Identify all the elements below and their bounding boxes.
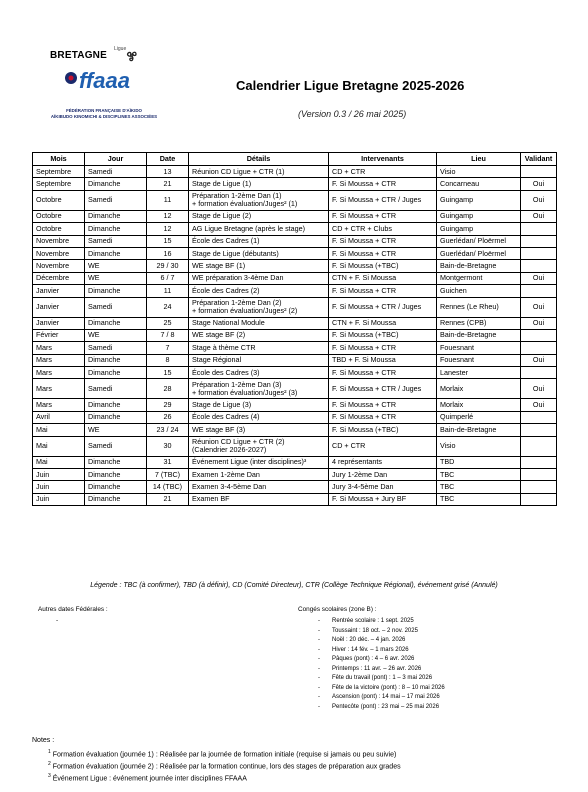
cell-date: 14 (TBC) [147, 481, 189, 493]
cell-lieu: TBC [437, 469, 521, 481]
table-row [33, 235, 557, 247]
cell-mois: Janvier [33, 317, 85, 329]
table-row [33, 247, 557, 259]
cell-details-line: + formation évaluation/Juges² (3) [192, 387, 298, 397]
cell-date: 15 [147, 235, 189, 247]
cell-validant: Oui [521, 399, 557, 411]
version-text: (Version 0.3 / 26 mai 2025) [298, 109, 407, 119]
cell-date: 11 [147, 285, 189, 297]
cell-jour: Dimanche [85, 456, 147, 468]
cell-date: 30 [147, 436, 189, 456]
cell-mois: Novembre [33, 235, 85, 247]
footnote-number: 3 [48, 773, 51, 779]
cell-validant [521, 247, 557, 259]
cell-lieu: Fouesnant [437, 354, 521, 366]
cell-details-line: Préparation 1-2ème Dan (2) [192, 297, 282, 307]
cell-lieu: Morlaix [437, 399, 521, 411]
cell-details: École des Cadres (3) [189, 367, 329, 379]
cell-jour: Dimanche [85, 399, 147, 411]
cell-details: WE préparation 3-4ème Dan [189, 272, 329, 284]
cell-intervenants: F. Si Moussa + CTR [329, 285, 437, 297]
cell-mois: Novembre [33, 260, 85, 272]
cell-lieu: Montgermont [437, 272, 521, 284]
cell-intervenants: F. Si Moussa + CTR / Juges [329, 297, 437, 317]
cell-jour: WE [85, 260, 147, 272]
cell-lieu: TBC [437, 493, 521, 505]
table-row [33, 210, 557, 222]
cell-validant [521, 469, 557, 481]
cell-jour: Dimanche [85, 285, 147, 297]
list-item: - Pâques (pont) : 4 – 6 avr. 2026 [318, 655, 445, 665]
column-header: Intervenants [329, 153, 437, 166]
cell-date: 24 [147, 297, 189, 317]
table-row [33, 329, 557, 341]
cell-details-line: + formation évaluation/Juges² (2) [192, 306, 298, 316]
cell-details: WE stage BF (1) [189, 260, 329, 272]
page-title: Calendrier Ligue Bretagne 2025-2026 [236, 78, 465, 93]
cell-validant [521, 367, 557, 379]
cell-details [189, 379, 329, 399]
cell-lieu: TBC [437, 481, 521, 493]
cell-lieu: Guingamp [437, 223, 521, 235]
logo-ligue-text: Ligue [114, 46, 127, 52]
cell-mois: Octobre [33, 190, 85, 210]
cell-date: 6 / 7 [147, 272, 189, 284]
cell-mois: Janvier [33, 297, 85, 317]
cell-intervenants: F. Si Moussa + CTR [329, 210, 437, 222]
cell-details: Examen BF [189, 493, 329, 505]
cell-intervenants: F. Si Moussa (+TBC) [329, 424, 437, 436]
footnote [48, 761, 401, 770]
cell-date: 12 [147, 223, 189, 235]
cell-lieu: Quimperlé [437, 411, 521, 423]
cell-details: École des Cadres (1) [189, 235, 329, 247]
table-row [33, 272, 557, 284]
cell-mois: Mars [33, 354, 85, 366]
table-header-row [33, 153, 557, 166]
cell-validant [521, 424, 557, 436]
cell-mois: Avril [33, 411, 85, 423]
table-row [33, 436, 557, 456]
table-row [33, 166, 557, 178]
cell-mois: Mars [33, 342, 85, 354]
table-row [33, 260, 557, 272]
cell-date: 8 [147, 354, 189, 366]
list-item: - Rentrée scolaire : 1 sept. 2025 [318, 617, 445, 627]
list-item: - Fête de la victoire (pont) : 8 – 10 mai 2026 [318, 684, 445, 694]
table-body [33, 166, 557, 506]
cell-details: AG Ligue Bretagne (après le stage) [189, 223, 329, 235]
cell-details: Examen 1-2ème Dan [189, 469, 329, 481]
cell-validant [521, 436, 557, 456]
cell-lieu: Guingamp [437, 190, 521, 210]
cell-jour: Dimanche [85, 469, 147, 481]
cell-date: 29 [147, 399, 189, 411]
cell-mois: Novembre [33, 247, 85, 259]
cell-intervenants: F. Si Moussa + CTR [329, 178, 437, 190]
cell-validant [521, 481, 557, 493]
conges-list [318, 617, 445, 712]
footnote-number: 1 [48, 749, 51, 755]
table-row [33, 354, 557, 366]
conges-title: Congés scolaires (zone B) : [298, 606, 377, 613]
cell-jour: Dimanche [85, 178, 147, 190]
cell-intervenants: CD + CTR [329, 166, 437, 178]
cell-details-line: Préparation 1-2ème Dan (3) [192, 379, 282, 389]
table-row [33, 223, 557, 235]
table-row [33, 317, 557, 329]
cell-validant: Oui [521, 297, 557, 317]
cell-mois: Janvier [33, 285, 85, 297]
cell-intervenants: F. Si Moussa + CTR [329, 235, 437, 247]
cell-jour: Dimanche [85, 354, 147, 366]
cell-date: 31 [147, 456, 189, 468]
column-header: Jour [85, 153, 147, 166]
cell-validant [521, 456, 557, 468]
cell-intervenants: CTN + F. Si Moussa [329, 317, 437, 329]
cell-jour: Samedi [85, 436, 147, 456]
cell-validant: Oui [521, 210, 557, 222]
cell-intervenants: CD + CTR + Clubs [329, 223, 437, 235]
triskel-icon [124, 48, 140, 64]
cell-jour: WE [85, 329, 147, 341]
column-header: Mois [33, 153, 85, 166]
cell-jour: Dimanche [85, 367, 147, 379]
table-row [33, 342, 557, 354]
list-item: - Fête du travail (pont) : 1 – 3 mai 2026 [318, 674, 445, 684]
cell-details-line: (Calendrier 2026-2027) [192, 445, 267, 455]
list-item: - Pentecôte (pont) : 23 mai – 25 mai 2026 [318, 703, 445, 713]
cell-mois: Décembre [33, 272, 85, 284]
cell-mois: Mars [33, 379, 85, 399]
cell-intervenants: F. Si Moussa + CTR [329, 342, 437, 354]
ffaaa-mark-icon [64, 66, 144, 92]
table-row [33, 493, 557, 505]
logo-disciplines-line: AÏKIBUDO KINOMICHI & DISCIPLINES ASSOCIÉES [50, 114, 158, 119]
cell-mois: Mars [33, 399, 85, 411]
table-row [33, 411, 557, 423]
cell-jour: WE [85, 424, 147, 436]
cell-jour: Samedi [85, 235, 147, 247]
cell-intervenants: F. Si Moussa + CTR [329, 247, 437, 259]
cell-lieu: Bain-de-Bretagne [437, 329, 521, 341]
cell-details: Stage de Ligue (3) [189, 399, 329, 411]
footnote-number: 2 [48, 761, 51, 767]
cell-details [189, 190, 329, 210]
autres-dates-title: Autres dates Fédérales : [38, 606, 108, 613]
cell-mois: Février [33, 329, 85, 341]
cell-details: WE stage BF (2) [189, 329, 329, 341]
cell-details: École des Cadres (2) [189, 285, 329, 297]
legend-text: Légende : TBC (à confirmer), TBD (à définir), CD (Comité Directeur), CTR (Collège Technique Régional), événement grisé (Annulé) [90, 582, 498, 589]
cell-details: Stage de Ligue (2) [189, 210, 329, 222]
notes-title: Notes : [32, 737, 55, 744]
cell-jour: Dimanche [85, 493, 147, 505]
cell-date: 29 / 30 [147, 260, 189, 272]
cell-jour: Samedi [85, 297, 147, 317]
list-item: - Printemps : 11 avr. – 26 avr. 2026 [318, 665, 445, 675]
cell-mois: Juin [33, 493, 85, 505]
cell-validant: Oui [521, 190, 557, 210]
cell-validant: Oui [521, 178, 557, 190]
cell-jour: Samedi [85, 379, 147, 399]
cell-date: 21 [147, 493, 189, 505]
table-row [33, 297, 557, 317]
logo-federation-line: FÉDÉRATION FRANÇAISE D'AÏKIDO [66, 108, 142, 113]
table-row [33, 178, 557, 190]
cell-jour: Samedi [85, 342, 147, 354]
table-row [33, 456, 557, 468]
cell-validant [521, 329, 557, 341]
cell-lieu: Bain-de-Bretagne [437, 260, 521, 272]
cell-details [189, 436, 329, 456]
cell-details: Stage de Ligue (1) [189, 178, 329, 190]
cell-intervenants: F. Si Moussa + CTR / Juges [329, 190, 437, 210]
table-row [33, 424, 557, 436]
cell-lieu: Lanester [437, 367, 521, 379]
cell-lieu: Guerlédan/ Ploërmel [437, 247, 521, 259]
cell-details: Stage National Module [189, 317, 329, 329]
cell-date: 7 [147, 342, 189, 354]
cell-date: 25 [147, 317, 189, 329]
list-item: - Noël : 20 déc. – 4 jan. 2026 [318, 636, 445, 646]
cell-validant [521, 235, 557, 247]
list-item: - Ascension (pont) : 14 mai – 17 mai 2026 [318, 693, 445, 703]
cell-validant [521, 411, 557, 423]
cell-date: 11 [147, 190, 189, 210]
cell-intervenants: F. Si Moussa (+TBC) [329, 329, 437, 341]
list-item: - Toussaint : 18 oct. – 2 nov. 2025 [318, 627, 445, 637]
cell-details: WE stage BF (3) [189, 424, 329, 436]
cell-mois: Septembre [33, 178, 85, 190]
cell-validant [521, 285, 557, 297]
cell-intervenants: CTN + F. Si Moussa [329, 272, 437, 284]
cell-intervenants: F. Si Moussa + CTR [329, 367, 437, 379]
cell-jour: Samedi [85, 166, 147, 178]
cell-lieu: Rennes (CPB) [437, 317, 521, 329]
table-row [33, 469, 557, 481]
cell-intervenants: TBD + F. Si Moussa [329, 354, 437, 366]
cell-jour: Dimanche [85, 411, 147, 423]
column-header: Lieu [437, 153, 521, 166]
table-row [33, 399, 557, 411]
cell-date: 15 [147, 367, 189, 379]
cell-lieu: Visio [437, 166, 521, 178]
cell-intervenants: F. Si Moussa + CTR [329, 399, 437, 411]
table-row [33, 190, 557, 210]
cell-intervenants: F. Si Moussa (+TBC) [329, 260, 437, 272]
cell-validant [521, 342, 557, 354]
cell-date: 12 [147, 210, 189, 222]
cell-lieu: Guerlédan/ Ploërmel [437, 235, 521, 247]
cell-mois: Juin [33, 469, 85, 481]
cell-details-line: + formation évaluation/Juges² (1) [192, 199, 298, 209]
cell-date: 13 [147, 166, 189, 178]
cell-lieu: Morlaix [437, 379, 521, 399]
cell-intervenants: Jury 1-2ème Dan [329, 469, 437, 481]
cell-intervenants: Jury 3-4-5ème Dan [329, 481, 437, 493]
column-header: Date [147, 153, 189, 166]
cell-mois: Octobre [33, 210, 85, 222]
cell-validant: Oui [521, 379, 557, 399]
footnote-text: Formation évaluation (journée 1) : Réalisée par la journée de formation initiale (requise si jamais ou peu suivie) [50, 751, 397, 759]
column-header: Validant [521, 153, 557, 166]
cell-intervenants: CD + CTR [329, 436, 437, 456]
cell-validant: Oui [521, 272, 557, 284]
footnote [48, 749, 396, 758]
cell-intervenants: F. Si Moussa + CTR / Juges [329, 379, 437, 399]
cell-details [189, 297, 329, 317]
cell-date: 7 / 8 [147, 329, 189, 341]
list-item: - Hiver : 14 fév. – 1 mars 2026 [318, 646, 445, 656]
cell-lieu: Guichen [437, 285, 521, 297]
cell-details-line: Préparation 1-2ème Dan (1) [192, 191, 282, 200]
cell-mois: Mai [33, 436, 85, 456]
autres-dates-item: - [56, 617, 59, 624]
svg-text:ffaaa: ffaaa [79, 68, 130, 92]
cell-details-line: Réunion CD Ligue + CTR (2) [192, 436, 285, 446]
cell-validant [521, 166, 557, 178]
cell-jour: Dimanche [85, 247, 147, 259]
cell-intervenants: 4 représentants [329, 456, 437, 468]
cell-jour: Dimanche [85, 317, 147, 329]
cell-validant [521, 260, 557, 272]
cell-date: 16 [147, 247, 189, 259]
cell-intervenants: F. Si Moussa + Jury BF [329, 493, 437, 505]
cell-lieu: TBD [437, 456, 521, 468]
cell-mois: Octobre [33, 223, 85, 235]
cell-validant: Oui [521, 354, 557, 366]
cell-date: 21 [147, 178, 189, 190]
cell-jour: Samedi [85, 190, 147, 210]
cell-intervenants: F. Si Moussa + CTR [329, 411, 437, 423]
table-row [33, 481, 557, 493]
cell-details: École des Cadres (4) [189, 411, 329, 423]
cell-mois: Mai [33, 424, 85, 436]
table-row [33, 379, 557, 399]
cell-mois: Septembre [33, 166, 85, 178]
cell-lieu: Bain-de-Bretagne [437, 424, 521, 436]
cell-validant [521, 223, 557, 235]
cell-date: 26 [147, 411, 189, 423]
cell-lieu: Visio [437, 436, 521, 456]
footnote [48, 773, 247, 782]
cell-lieu: Fouesnant [437, 342, 521, 354]
cell-jour: Dimanche [85, 223, 147, 235]
cell-validant [521, 493, 557, 505]
column-header: Détails [189, 153, 329, 166]
cell-jour: Dimanche [85, 210, 147, 222]
cell-date: 7 (TBC) [147, 469, 189, 481]
cell-mois: Juin [33, 481, 85, 493]
cell-jour: Dimanche [85, 481, 147, 493]
cell-lieu: Concarneau [437, 178, 521, 190]
cell-jour: WE [85, 272, 147, 284]
cell-details: Réunion CD Ligue + CTR (1) [189, 166, 329, 178]
cell-date: 23 / 24 [147, 424, 189, 436]
cell-details: Stage Régional [189, 354, 329, 366]
footnote-text: Événement Ligue : événement journée inter disciplines FFAAA [50, 775, 247, 783]
table-row [33, 367, 557, 379]
logo-bretagne-text: BRETAGNE [50, 50, 107, 61]
cell-lieu: Guingamp [437, 210, 521, 222]
cell-details: Événement Ligue (inter disciplines)³ [189, 456, 329, 468]
cell-details: Examen 3-4-5ème Dan [189, 481, 329, 493]
footnote-text: Formation évaluation (journée 2) : Réalisée par la formation continue, lors des stages de préparation aux grades [50, 763, 401, 771]
cell-lieu: Rennes (Le Rheu) [437, 297, 521, 317]
cell-mois: Mars [33, 367, 85, 379]
cell-details: Stage de Ligue (débutants) [189, 247, 329, 259]
ffaaa-logo [34, 44, 174, 124]
cell-mois: Mai [33, 456, 85, 468]
table-row [33, 285, 557, 297]
cell-details: Stage à thème CTR [189, 342, 329, 354]
cell-validant: Oui [521, 317, 557, 329]
calendar-table [32, 152, 557, 506]
cell-date: 28 [147, 379, 189, 399]
